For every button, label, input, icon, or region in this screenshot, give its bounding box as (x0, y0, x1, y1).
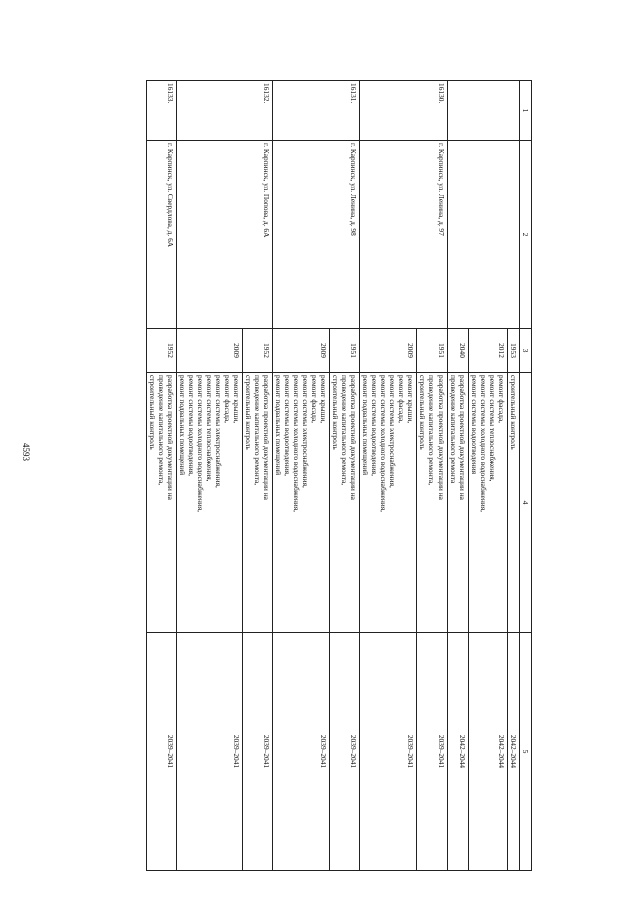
table-row (242, 81, 272, 871)
work-item: ремонт системы теплоснабжения, (204, 375, 214, 482)
header-cell-3: 3 (519, 329, 531, 373)
work-item: ремонт системы водоотведения (469, 375, 479, 475)
work-item: ремонт системы водоотведения, (283, 375, 293, 476)
work-item: ремонт фасада, (397, 375, 407, 423)
table-row (417, 81, 447, 871)
works-cell (417, 373, 447, 633)
building-address (447, 141, 519, 329)
period-cell: 2039–2041 (417, 633, 447, 871)
building-address: г. Карпинск, ул. Свердлова, д. 6А (146, 141, 176, 329)
work-item: проведение капитального ремонта, (427, 375, 437, 486)
year-cell: 2040 (447, 329, 468, 373)
work-item: ремонт фасада, (222, 375, 232, 423)
period-cell: 2042–2044 (507, 633, 519, 871)
work-item: разработка проектной документации на (349, 375, 359, 500)
table-row (507, 81, 519, 871)
building-address: г. Карпинск, ул. Попова, д. 6А (176, 141, 272, 329)
work-item: ремонт системы холодного водоснабжения, (379, 375, 389, 512)
work-item: ремонт системы водоотведения, (186, 375, 196, 476)
building-address: г. Карпинск, ул. Ленина, д. 97 (360, 141, 447, 329)
work-item: разработка проектной документации на (165, 375, 175, 500)
period-cell: 2039–2041 (360, 633, 417, 871)
work-item: строительный контроль (147, 375, 157, 450)
row-number: 16131. (272, 81, 359, 141)
works-cell (468, 373, 507, 633)
work-item: ремонт системы электроснабжения, (301, 375, 311, 488)
work-item: ремонт системы электроснабжения, (213, 375, 223, 488)
page-number: 4593 (21, 443, 31, 461)
work-item: проведение капитального ремонта (448, 375, 458, 484)
work-item: ремонт подвальных помещений (177, 375, 187, 476)
year-cell: 1951 (330, 329, 360, 373)
works-cell (272, 373, 329, 633)
header-cell-4: 4 (519, 373, 531, 633)
work-item: ремонт крыши, (319, 375, 329, 424)
row-number (447, 81, 519, 141)
work-item: разработка проектной документации на (436, 375, 446, 500)
building-address: г. Карпинск, ул. Ленина, д. 98 (272, 141, 359, 329)
work-item: строительный контроль (331, 375, 341, 450)
period-cell: 2039–2041 (146, 633, 176, 871)
period-cell: 2039–2041 (242, 633, 272, 871)
works-cell (447, 373, 468, 633)
table-row (330, 81, 360, 871)
work-item: проведение капитального ремонта, (340, 375, 350, 486)
row-number: 16130. (360, 81, 447, 141)
row-number: 16133. (146, 81, 176, 141)
year-cell: 1952 (146, 329, 176, 373)
work-item: проведение капитального ремонта, (156, 375, 166, 486)
work-item: проведение капитального ремонта, (252, 375, 262, 486)
year-cell: 1953 (507, 329, 519, 373)
year-cell: 1952 (242, 329, 272, 373)
work-item: строительный контроль (508, 375, 518, 450)
work-item: разработка проектной документации на (457, 375, 467, 500)
year-cell: 2009 (272, 329, 329, 373)
works-cell (330, 373, 360, 633)
period-cell: 2042–2044 (468, 633, 507, 871)
work-item: строительный контроль (418, 375, 428, 450)
works-cell (176, 373, 242, 633)
work-item: ремонт подвальных помещений (274, 375, 283, 476)
work-item: ремонт фасада, (310, 375, 320, 423)
works-cell (146, 373, 176, 633)
repair-schedule-table (146, 80, 532, 871)
period-cell: 2039–2041 (176, 633, 242, 871)
work-item: ремонт системы водоотведения, (370, 375, 380, 476)
row-number: 16132. (176, 81, 272, 141)
work-item: ремонт подвальных помещений (361, 375, 371, 476)
year-cell: 2009 (360, 329, 417, 373)
period-cell: 2039–2041 (272, 633, 329, 871)
table-body (146, 81, 531, 871)
work-item: ремонт системы холодного водоснабжения, (195, 375, 205, 512)
works-cell (242, 373, 272, 633)
header-cell-2: 2 (519, 141, 531, 329)
work-item: ремонт системы теплоснабжения, (487, 375, 497, 482)
year-cell: 2012 (468, 329, 507, 373)
work-item: ремонт системы электроснабжения, (388, 375, 398, 488)
work-item: ремонт системы холодного водоснабжения, (478, 375, 488, 512)
header-cell-1: 1 (519, 81, 531, 141)
year-cell: 1951 (417, 329, 447, 373)
works-cell (507, 373, 519, 633)
rotated-page (80, 80, 532, 870)
header-cell-5: 5 (519, 633, 531, 871)
work-item: разработка проектной документации на (261, 375, 271, 500)
period-cell: 2039–2041 (330, 633, 360, 871)
period-cell: 2042–2044 (447, 633, 468, 871)
header-row (519, 81, 531, 871)
year-cell: 2009 (176, 329, 242, 373)
work-item: ремонт крыши, (406, 375, 416, 424)
table-row (146, 81, 176, 871)
work-item: ремонт крыши, (231, 375, 241, 424)
works-cell (360, 373, 417, 633)
work-item: ремонт системы холодного водоснабжения, (292, 375, 302, 512)
work-item: ремонт фасада, (496, 375, 506, 423)
work-item: строительный контроль (243, 375, 253, 450)
